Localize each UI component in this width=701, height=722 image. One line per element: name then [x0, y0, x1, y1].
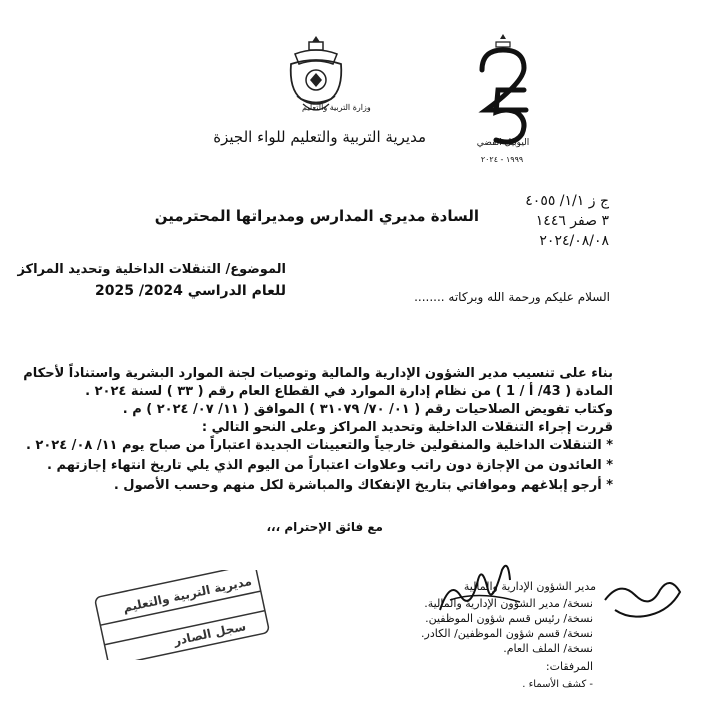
copy-recipient: نسخة/ رئيس قسم شؤون الموظفين. [425, 612, 593, 625]
greeting: السلام عليكم ورحمة الله وبركاته ........ [414, 290, 610, 304]
reference-number: ج ز ١/١/ ٤٠٥٥ [525, 193, 609, 209]
recipients-line: السادة مديري المدارس ومديراتها المحترمين [154, 207, 479, 225]
copy-recipient: نسخة/ مدير الشؤون الإدارية والمالية. [424, 597, 593, 610]
attachment-item: - كشف الأسماء . [522, 679, 593, 690]
copy-recipient: نسخة/ الملف العام. [503, 642, 593, 655]
closing-regards: مع فائق الإحترام ،،، [266, 520, 383, 534]
signatory-title: مدير الشؤون الإدارية والمالية [463, 580, 596, 593]
attachments-title: المرفقات: [545, 660, 593, 673]
copy-recipient: نسخة/ قسم شؤون الموظفين/ الكادر. [421, 627, 593, 640]
handwritten-signature [600, 570, 685, 630]
body-line: المادة ( 43/ أ / 1 ) من نظام إدارة الموارد في القطاع العام رقم ( ٣٣ ) لسنة ٢٠٢٤ . [85, 384, 613, 399]
body-line: بناء على تنسيب مدير الشؤون الإدارية والمالية وتوصيات لجنة الموارد البشرية واستناداً لأحكام [23, 366, 613, 381]
stamp-text-bottom: سجل الصادر [172, 619, 248, 649]
ministry-name-small: وزارة التربية والتعليم [302, 103, 371, 112]
jubilee-label: اليوبيل الفضي [476, 138, 530, 148]
official-stamp [92, 570, 272, 660]
jubilee-years: ١٩٩٩ - ٢٠٢٤ [480, 155, 524, 164]
gregorian-date: ٢٠٢٤/٠٨/٠٨ [539, 233, 609, 249]
hijri-date: ٣ صفر ١٤٤٦ [535, 213, 609, 229]
body-line: * العائدون من الإجازة دون راتب وعلاوات اعتباراً من اليوم الذي يلي تاريخ انتهاء إجازتهم . [47, 458, 613, 473]
coat-of-arms-emblem [285, 34, 347, 134]
body-line: * التنقلات الداخلية والمنقولين خارجياً والتعيينات الجديدة اعتباراً من صباح يوم ١١/ ٠٨/ ٢٠٢٤ . [25, 438, 613, 453]
body-line: وكتاب تفويض الصلاحيات رقم ( ٠١/ ٧٠/ ٣١٠٧٩ ) الموافق ( ١١/ ٠٧/ ٢٠٢٤ ) م . [122, 402, 613, 417]
subject-line: الموضوع/ التنقلات الداخلية وتحديد المراكز [17, 262, 286, 277]
stamp-text-top: مديرية التربية والتعليم [121, 573, 253, 615]
directorate-title: مديرية التربية والتعليم للواء الجيزة [213, 128, 426, 146]
body-line: * أرجو إبلاغهم وموافاتي بتاريخ الإنفكاك والمباشرة لكل منهم وحسب الأصول . [113, 478, 613, 493]
body-line: قررت إجراء التنقلات الداخلية وتحديد المراكز وعلى النحو التالي : [201, 420, 613, 435]
subject-academic-year: للعام الدراسي 2024/ 2025 [94, 283, 286, 299]
